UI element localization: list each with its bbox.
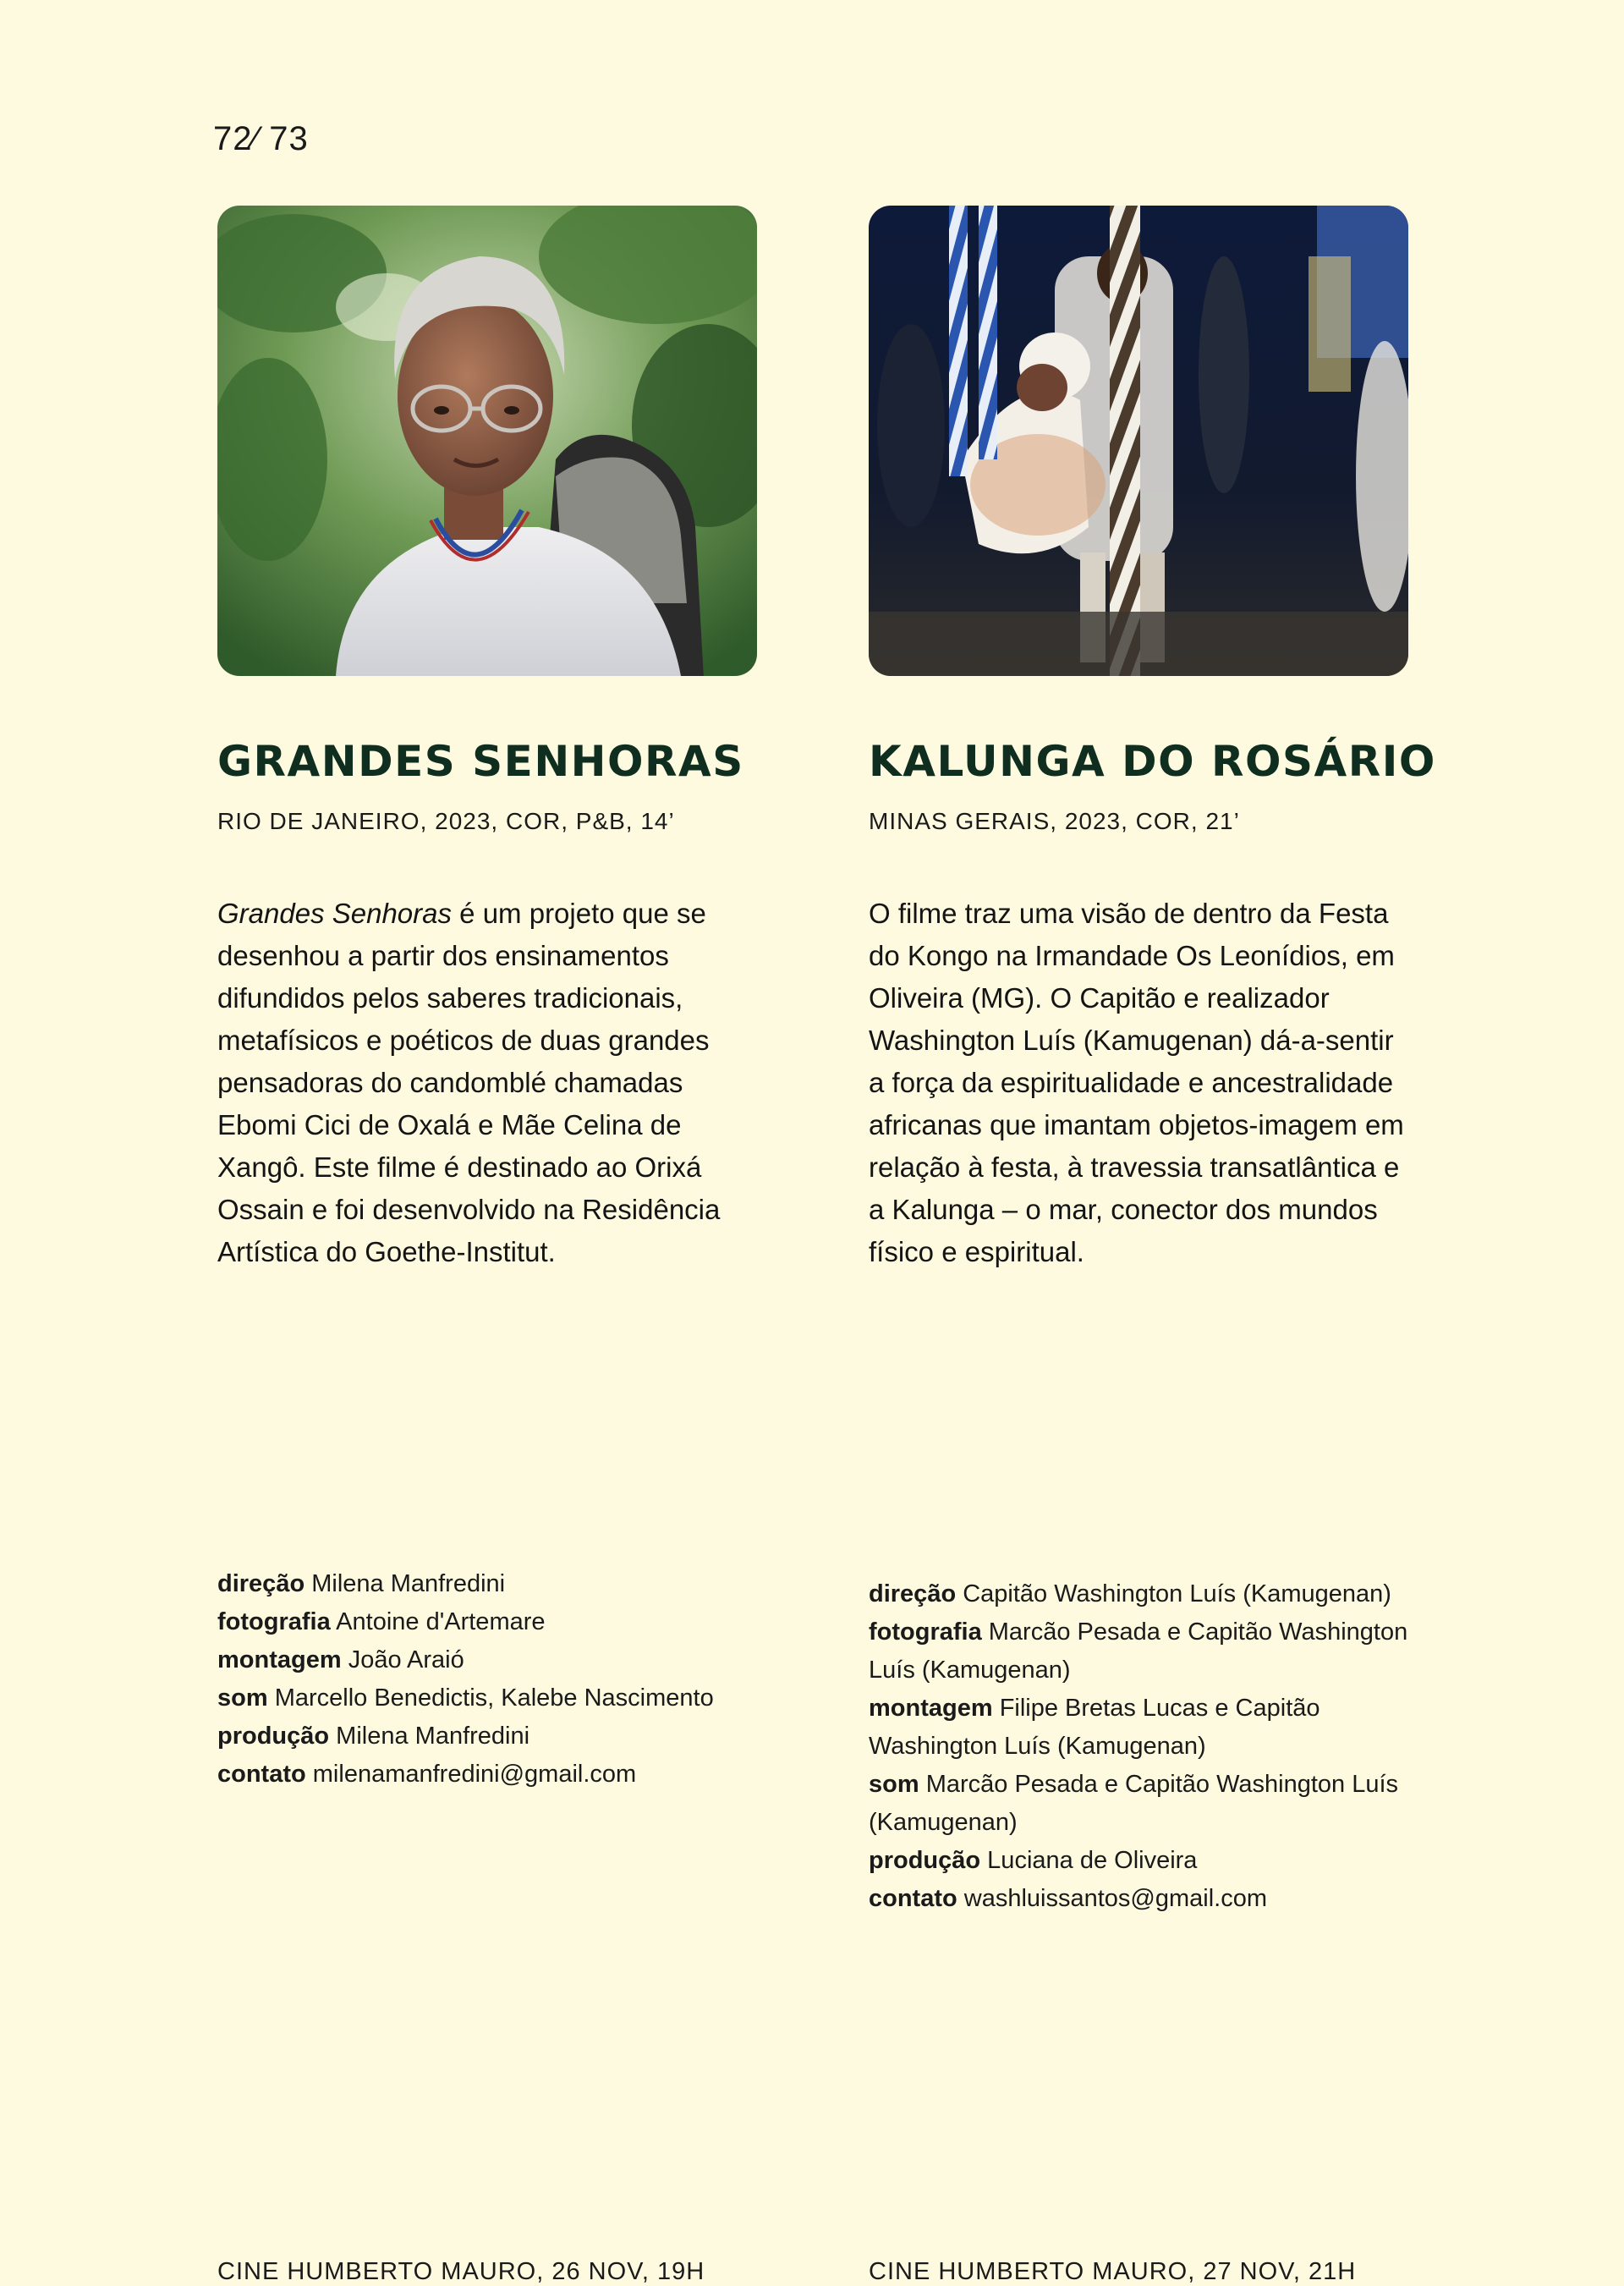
credit-value: Milena Manfredini xyxy=(304,1570,506,1597)
credit-value: Antoine d'Artemare xyxy=(330,1608,546,1635)
credit-role: fotografia xyxy=(869,1618,982,1646)
credit-direction xyxy=(869,1575,1410,1613)
screening-info: CINE HUMBERTO MAURO, 26 NOV, 19H xyxy=(217,2258,705,2285)
credit-direction xyxy=(217,1565,759,1603)
credit-role: direção xyxy=(217,1570,305,1597)
credit-role: montagem xyxy=(217,1646,342,1673)
credit-role: fotografia xyxy=(217,1608,331,1635)
credit-production xyxy=(217,1717,759,1756)
credit-role: montagem xyxy=(869,1695,993,1722)
film-entry-kalunga-do-rosario xyxy=(869,206,1436,2285)
film-still-portrait xyxy=(217,206,757,676)
film-entry-grandes-senhoras xyxy=(217,206,759,2285)
film-synopsis: O filme traz uma visão de dentro da Festa do Kongo na Irmandade Os Leonídios, em Oliveira (MG). O Capitão e realizador Washington Luís (Kamugenan) dá-a-sentir a força da espiritualidade e ancestralidade africanas que imantam objetos-imagem em relação à festa, à travessia transatlântica e a Kalunga – o mar, conector dos mundos físico e espiritual. xyxy=(869,898,1404,1267)
portrait-illustration xyxy=(217,206,757,676)
credit-value: Filipe Bretas Lucas e Capitão Washington Luís (Kamugenan) xyxy=(869,1695,1320,1760)
synopsis-text: é um projeto que se desenhou a partir dos ensinamentos difundidos pelos saberes tradicionais, metafísicos e poéticos de duas grandes pensadoras do candomblé chamadas Ebomi Cici de Oxalá e Mãe Celina de Xangô. Este filme é destinado ao Orixá Ossain e foi desenvolvido na Residência Artística do Goethe-Institut. xyxy=(217,898,721,1267)
synopsis-title-italic: Grandes Senhoras xyxy=(217,898,453,929)
film-meta: RIO DE JANEIRO, 2023, COR, P&B, 14’ xyxy=(217,808,675,834)
page-number: 72⁄ 73 xyxy=(213,120,309,157)
credit-photography xyxy=(869,1613,1410,1690)
credit-contact xyxy=(869,1880,1410,1918)
credit-value: Milena Manfredini xyxy=(329,1723,530,1750)
credits-list xyxy=(869,1575,1410,1918)
credit-role: produção xyxy=(869,1847,981,1874)
credit-value: João Araió xyxy=(341,1646,464,1673)
credits-list xyxy=(217,1565,759,1794)
credit-sound xyxy=(217,1679,759,1717)
film-still-festival xyxy=(869,206,1408,676)
credit-role: som xyxy=(869,1771,919,1798)
film-title: KALUNGA DO ROSÁRIO xyxy=(869,737,1436,786)
film-synopsis xyxy=(217,893,759,1273)
credit-contact xyxy=(217,1756,759,1794)
credit-photography xyxy=(217,1603,759,1641)
credit-value: Marcello Benedictis, Kalebe Nascimento xyxy=(267,1684,714,1712)
credit-role: contato xyxy=(217,1761,306,1788)
credit-value: milenamanfredini@gmail.com xyxy=(305,1761,637,1788)
credit-role: contato xyxy=(869,1885,957,1912)
film-title: GRANDES SENHORAS xyxy=(217,737,744,786)
credit-value: Luciana de Oliveira xyxy=(980,1847,1198,1874)
credit-editing xyxy=(217,1641,759,1679)
festival-illustration xyxy=(869,206,1408,676)
credit-value: washluissantos@gmail.com xyxy=(957,1885,1268,1912)
credit-value: Capitão Washington Luís (Kamugenan) xyxy=(956,1580,1391,1607)
credit-sound xyxy=(869,1766,1410,1842)
credit-editing xyxy=(869,1690,1410,1766)
credit-role: som xyxy=(217,1684,268,1712)
screening-info: CINE HUMBERTO MAURO, 27 NOV, 21H xyxy=(869,2258,1357,2285)
credit-value: Marcão Pesada e Capitão Washington Luís (Kamugenan) xyxy=(869,1618,1408,1684)
film-meta: MINAS GERAIS, 2023, COR, 21’ xyxy=(869,808,1240,834)
credit-production xyxy=(869,1842,1410,1880)
credit-value: Marcão Pesada e Capitão Washington Luís (Kamugenan) xyxy=(869,1771,1399,1836)
credit-role: produção xyxy=(217,1723,330,1750)
credit-role: direção xyxy=(869,1580,957,1607)
